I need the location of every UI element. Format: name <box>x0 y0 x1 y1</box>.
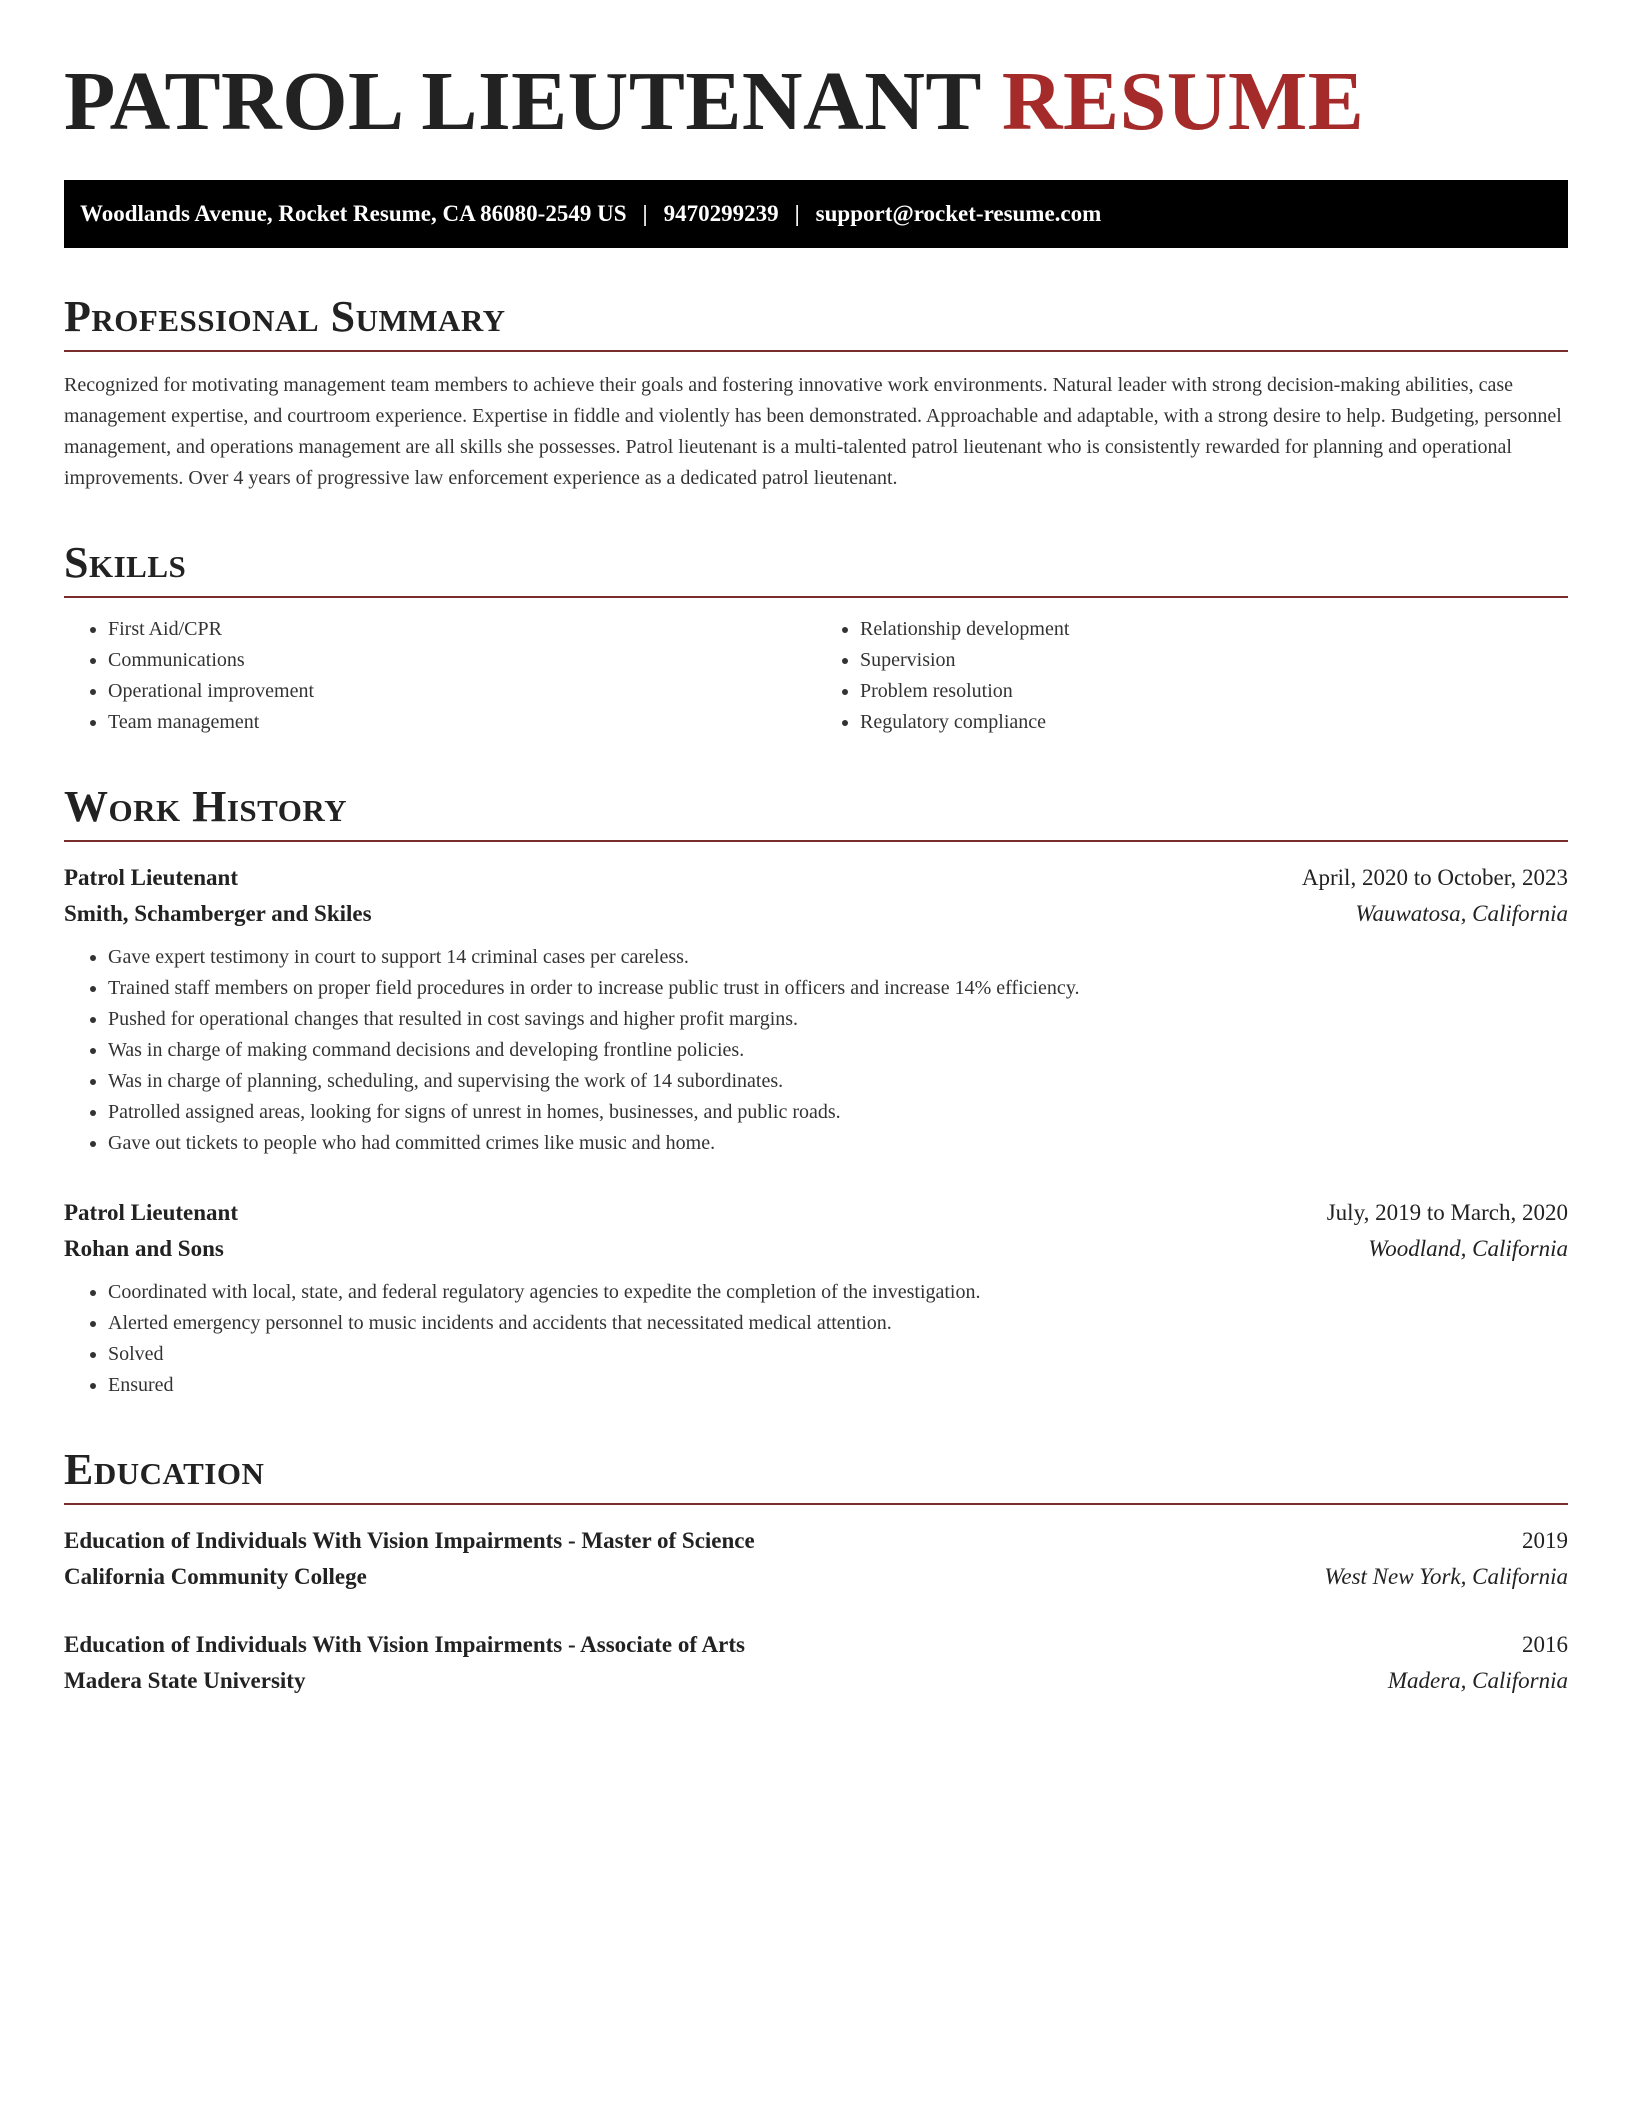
job-bullet: • Trained staff members on proper field procedures in order to increase public trust in officers and increase 14% efficiency. <box>108 973 1568 1004</box>
contact-separator: | <box>794 201 800 226</box>
job-bullet: • Coordinated with local, state, and federal regulatory agencies to expedite the completion of the investigation. <box>108 1277 1568 1308</box>
job-company: Smith, Schamberger and Skiles <box>64 901 372 926</box>
education-location: Madera, California <box>1387 1668 1568 1693</box>
job-bullet: • Was in charge of planning, scheduling, and supervising the work of 14 subordinates. <box>108 1066 1568 1097</box>
job-header-row <box>64 860 1568 896</box>
job-bullet: • Gave out tickets to people who had committed crimes like music and home. <box>108 1128 1568 1159</box>
education-degree: Education of Individuals With Vision Impairments - Associate of Arts <box>64 1632 745 1657</box>
contact-separator: | <box>642 201 648 226</box>
summary-heading: Professional Summary <box>64 292 1568 352</box>
title-accent: RESUME <box>1001 55 1365 148</box>
education-heading: Education <box>64 1445 1568 1505</box>
education-entry <box>64 1627 1568 1699</box>
job-dates: April, 2020 to October, 2023 <box>1301 865 1568 890</box>
skills-list <box>64 614 1568 738</box>
job-bullet: • Gave expert testimony in court to support 14 criminal cases per careless. <box>108 942 1568 973</box>
skill-item: • Problem resolution <box>860 676 1568 707</box>
title-main: PATROL LIEUTENANT <box>64 55 981 148</box>
job-location: Wauwatosa, California <box>1355 901 1568 926</box>
education-entry <box>64 1523 1568 1595</box>
job-title: Patrol Lieutenant <box>64 865 238 890</box>
skill-item: • Operational improvement <box>108 676 816 707</box>
contact-email: support@rocket-resume.com <box>815 201 1102 226</box>
education-degree-row <box>64 1627 1568 1663</box>
skill-item: • Relationship development <box>860 614 1568 645</box>
skill-item: • Regulatory compliance <box>860 707 1568 738</box>
job-header-row <box>64 1195 1568 1231</box>
contact-bar <box>64 180 1568 248</box>
skill-item: • Communications <box>108 645 816 676</box>
work-heading: Work History <box>64 782 1568 842</box>
job-bullet: • Solved <box>108 1339 1568 1370</box>
skills-column-left <box>64 614 816 738</box>
education-degree: Education of Individuals With Vision Impairments - Master of Science <box>64 1528 755 1553</box>
skill-item: • Team management <box>108 707 816 738</box>
job-bullet: • Patrolled assigned areas, looking for signs of unrest in homes, businesses, and public roads. <box>108 1097 1568 1128</box>
job-company: Rohan and Sons <box>64 1236 224 1261</box>
job-dates: July, 2019 to March, 2020 <box>1326 1200 1568 1225</box>
job-entry <box>64 1195 1568 1401</box>
education-location: West New York, California <box>1324 1564 1568 1589</box>
job-bullets <box>64 942 1568 1159</box>
education-school: California Community College <box>64 1564 367 1589</box>
skill-item: • Supervision <box>860 645 1568 676</box>
job-bullet: • Was in charge of making command decisions and developing frontline policies. <box>108 1035 1568 1066</box>
job-location: Woodland, California <box>1368 1236 1568 1261</box>
job-title: Patrol Lieutenant <box>64 1200 238 1225</box>
education-school-row <box>64 1663 1568 1699</box>
education-year: 2019 <box>1522 1528 1568 1553</box>
page-title <box>64 52 1568 152</box>
job-company-row <box>64 1231 1568 1267</box>
job-bullet: • Ensured <box>108 1370 1568 1401</box>
skills-column-right <box>816 614 1568 738</box>
education-degree-row <box>64 1523 1568 1559</box>
summary-text: Recognized for motivating management team members to achieve their goals and fostering innovative work environments. Natural leader with strong decision-making abilities, case management expertise, and courtroom experience. Expertise in fiddle and violently has been demonstrated. Approachable and adaptable, with a strong desire to help. Budgeting, personnel management, and operations management are all skills she possesses. Patrol lieutenant is a multi-talented patrol lieutenant who is consistently rewarded for planning and operational improvements. Over 4 years of progressive law enforcement experience as a dedicated patrol lieutenant. <box>64 374 1562 489</box>
skill-item: • First Aid/CPR <box>108 614 816 645</box>
education-school: Madera State University <box>64 1668 306 1693</box>
skills-heading: Skills <box>64 538 1568 598</box>
job-company-row <box>64 896 1568 932</box>
contact-phone: 9470299239 <box>663 201 779 226</box>
job-bullets <box>64 1277 1568 1401</box>
contact-address: Woodlands Avenue, Rocket Resume, CA 86080-2549 US <box>80 201 627 226</box>
education-school-row <box>64 1559 1568 1595</box>
job-bullet: • Pushed for operational changes that resulted in cost savings and higher profit margins. <box>108 1004 1568 1035</box>
education-year: 2016 <box>1522 1632 1568 1657</box>
job-entry <box>64 860 1568 1159</box>
job-bullet: • Alerted emergency personnel to music incidents and accidents that necessitated medical attention. <box>108 1308 1568 1339</box>
